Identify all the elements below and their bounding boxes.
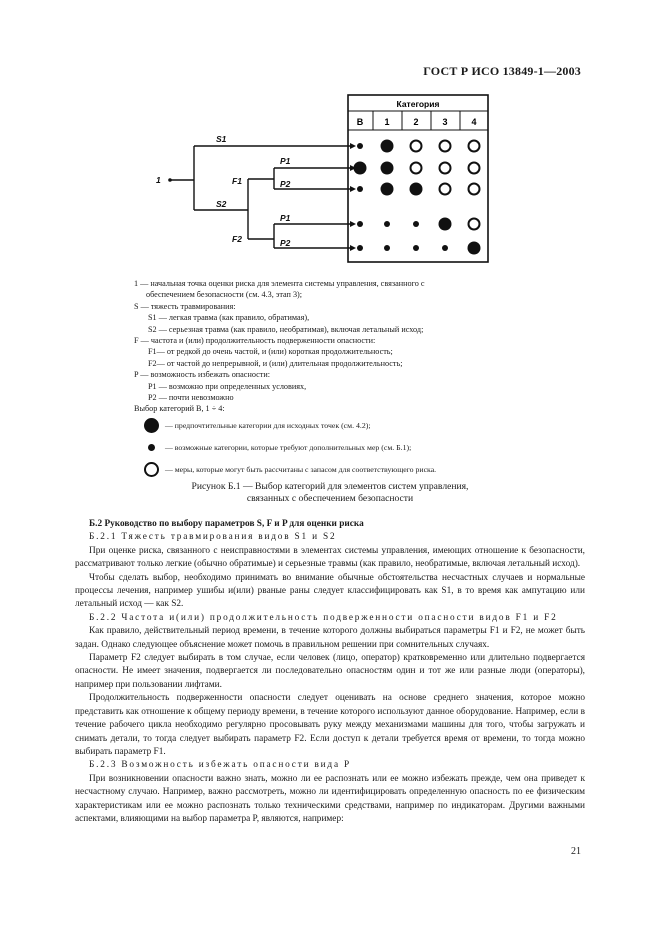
legend-p1: P1 — возможно при определенных условиях, [148, 381, 307, 391]
preferred-category-marker [354, 162, 367, 175]
possible-category-marker [357, 221, 363, 227]
branch-label-s1: S1 [216, 134, 227, 144]
possible-category-marker [384, 245, 390, 251]
preferred-category-marker [381, 183, 394, 196]
risk-graph-diagram [150, 92, 500, 267]
diagram-legend [134, 278, 514, 415]
legend-f1: F1— от редкой до очень частой, и (или) короткая продолжительность; [148, 347, 393, 357]
category-table-title: Категория [396, 99, 440, 109]
overdimensioned-category-marker [411, 141, 422, 152]
legend-p2: P2 — почти невозможно [148, 393, 234, 403]
branch-label-s2: S2 [216, 199, 227, 209]
paragraph: При возникновении опасности важно знать, можно ли ее распознать или ее можно избежать прежде, чем она приведет к несчастному случаю. Например, важно рассмотреть, можно ли идентифицировать определенную опасность по ее физическим характеристикам или ее можно распознать только техническими средствами, например по индикаторам. Другими важными аспектами, влияющими на выбор параметра P, являются, например: [75, 773, 585, 824]
preferred-category-marker [381, 162, 394, 175]
legend-start-point: 1 — начальная точка оценки риска для элемента системы управления, связанного с [134, 279, 425, 288]
body-text [75, 518, 585, 826]
preferred-category-marker [381, 140, 394, 153]
document-standard-header: ГОСТ Р ИСО 13849-1—2003 [423, 64, 581, 78]
overdimensioned-category-marker [469, 163, 480, 174]
paragraph: Чтобы сделать выбор, необходимо принимать во внимание обычные обстоятельства несчастных случаев и нормальные процессы лечения, например ушибы и(или) рваные раны следует классифицировать как S1, в то время как ампутацию или летальный исход — как S2. [75, 572, 585, 610]
section-heading-b2: Б.2 Руководство по выбору параметров S, F и P для оценки риска [89, 519, 364, 529]
column-header: 4 [471, 117, 477, 127]
legend-f2: F2— от частой до непрерывной, и (или) длительная продолжительность; [148, 358, 403, 368]
paragraph: Параметр F2 следует выбирать в том случае, если человек (лицо, оператор) кратковременно или длительно подвергается опасности. Не имеет значения, подвергается ли последовательно опасностям один и тот же или разные люди (операторы), например при пользовании лифтами. [75, 653, 585, 690]
possible-category-marker [442, 245, 448, 251]
possible-category-marker [384, 221, 390, 227]
legend-start-point-cont: обеспечением безопасности (см. 4.3, этап 3); [146, 290, 303, 300]
branch-label-p1: P1 [280, 213, 291, 223]
column-header: 2 [413, 117, 419, 127]
preferred-category-marker [410, 183, 423, 196]
overdimensioned-category-marker [440, 184, 451, 195]
small-filled-dot-icon [148, 444, 155, 451]
preferred-category-marker [468, 242, 481, 255]
paragraph: Как правило, действительный период времени, в течение которого должны выбираться параметры F1 и F2, не может быть задан. Однако следующее объяснение может помочь в правильном решении при сомнительных случаях. [75, 626, 585, 650]
legend-frequency: F — частота и (или) продолжительность подверженности опасности: [134, 336, 376, 346]
column-header: 3 [442, 117, 448, 127]
overdimensioned-category-marker [440, 141, 451, 152]
branch-label-p1: P1 [280, 156, 291, 166]
legend-s1: S1 — легкая травма (как правило, обратимая), [148, 313, 310, 323]
symbol-row-preferred: — предпочтительные категории для исходных точек (см. 4.2); [144, 414, 524, 436]
branch-label-p2: P2 [280, 238, 291, 248]
overdimensioned-category-marker [440, 163, 451, 174]
legend-s2: S2 — серьезная травма (как правило, необратимая), включая летальный исход; [148, 324, 424, 334]
paragraph: Продолжительность подверженности опасности следует оценивать на основе среднего значения, которое можно представить как отношение к общему периоду времени, в течение которого используют данное оборудование. Например, если в течение рабочего цикла необходимо регулярно просовывать руку между механизмами машины для того, чтобы загружать и снимать детали, то тогда следует выбирать параметр F2. Если доступ к детали требуется время от времени, то тогда можно выбирать параметр F1. [75, 693, 585, 757]
column-header: 1 [384, 117, 390, 127]
branch-label-f1: F1 [232, 176, 242, 186]
section-heading-b22: Б.2.2 Частота и(или) продолжительность подверженности опасности видов F1 и F2 [89, 612, 558, 623]
overdimensioned-category-marker [469, 184, 480, 195]
symbol-row-overdimensioned: — меры, которые могут быть рассчитаны с запасом для соответствующего риска. [144, 458, 524, 480]
possible-category-marker [357, 245, 363, 251]
paragraph: При оценке риска, связанного с неисправностями в элементах системы управления, имеющих отношение к безопасности, рассматривают только легкие (обычно обратимые) и серьезные травмы (как правило, необратимые, включая летальный исход). [75, 545, 585, 570]
page-number: 21 [571, 846, 581, 857]
branch-label-p2: P2 [280, 179, 291, 189]
start-point-label: 1 [156, 175, 161, 185]
overdimensioned-category-marker [411, 163, 422, 174]
overdimensioned-category-marker [469, 141, 480, 152]
column-header: B [356, 117, 364, 127]
section-heading-b23: Б.2.3 Возможность избежать опасности вида P [89, 760, 351, 771]
possible-category-marker [357, 186, 363, 192]
symbol-row-possible: — возможные категории, которые требуют дополнительных мер (см. Б.1); [144, 436, 524, 458]
figure-caption: Рисунок Б.1 — Выбор категорий для элементов систем управления, связанных с обеспечением безопасности [191, 481, 469, 504]
legend-severity: S — тяжесть травмирования: [134, 301, 236, 311]
preferred-category-marker [439, 218, 452, 231]
section-heading-b21: Б.2.1 Тяжесть травмирования видов S1 и S2 [89, 532, 337, 543]
open-circle-icon [144, 462, 159, 477]
legend-choice: Выбор категорий В, 1 ÷ 4: [134, 404, 225, 414]
large-filled-dot-icon [144, 418, 159, 433]
branch-label-f2: F2 [232, 234, 242, 244]
possible-category-marker [357, 143, 363, 149]
possible-category-marker [413, 245, 419, 251]
possible-category-marker [413, 221, 419, 227]
overdimensioned-category-marker [469, 219, 480, 230]
symbol-legend [144, 414, 524, 480]
legend-possibility: P — возможность избежать опасности: [134, 370, 270, 380]
